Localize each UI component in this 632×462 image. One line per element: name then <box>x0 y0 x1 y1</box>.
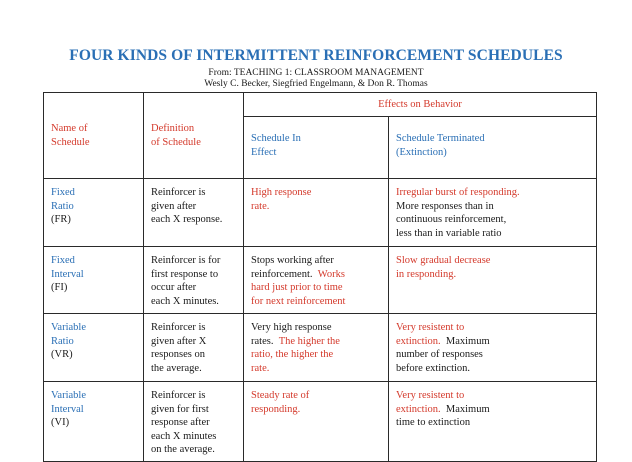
schedule-definition: Reinforcer is given after X responses on the average. <box>144 314 244 382</box>
schedule-terminated: Very resistent to extinction. Maximum time to extinction <box>389 382 597 462</box>
schedule-in-effect: Very high response rates. The higher the ratio, the higher the rate. <box>244 314 389 382</box>
schedule-name: Variable Interval (VI) <box>44 382 144 462</box>
schedule-name: Fixed Interval (FI) <box>44 247 144 314</box>
schedule-name: Variable Ratio (VR) <box>44 314 144 382</box>
schedule-in-effect: Stops working after reinforcement. Works hard just prior to time for next reinforcement <box>244 247 389 314</box>
document-title: FOUR KINDS OF INTERMITTENT REINFORCEMENT SCHEDULES <box>69 47 563 64</box>
table-row-variable-interval <box>44 382 597 462</box>
column-header-name: Name of Schedule <box>44 93 144 179</box>
schedule-in-effect: High response rate. <box>244 179 389 247</box>
schedule-terminated: Very resistent to extinction. Maximum number of responses before extinction. <box>389 314 597 382</box>
table-row-variable-ratio <box>44 314 597 382</box>
effects-on-behavior-header: Effects on Behavior <box>244 93 597 117</box>
schedule-definition: Reinforcer is given after each X response. <box>144 179 244 247</box>
schedule-definition: Reinforcer is for first response to occur after each X minutes. <box>144 247 244 314</box>
schedules-table <box>43 92 597 462</box>
column-header-definition: Definition of Schedule <box>144 93 244 179</box>
schedule-terminated: Irregular burst of responding. More responses than in continuous reinforcement, less than in variable ratio <box>389 179 597 247</box>
effects-header-row <box>44 93 597 117</box>
column-header-terminated: Schedule Terminated (Extinction) <box>389 117 597 179</box>
column-header-in-effect: Schedule In Effect <box>244 117 389 179</box>
authors-line: Wesly C. Becker, Siegfried Engelmann, & Don R. Thomas <box>204 79 428 89</box>
table-row-fixed-ratio <box>44 179 597 247</box>
schedule-in-effect: Steady rate of responding. <box>244 382 389 462</box>
table-row-fixed-interval <box>44 247 597 314</box>
schedule-terminated: Slow gradual decrease in responding. <box>389 247 597 314</box>
schedule-definition: Reinforcer is given for first response after each X minutes on the average. <box>144 382 244 462</box>
source-line: From: TEACHING 1: CLASSROOM MANAGEMENT <box>208 68 424 78</box>
schedule-name: Fixed Ratio (FR) <box>44 179 144 247</box>
